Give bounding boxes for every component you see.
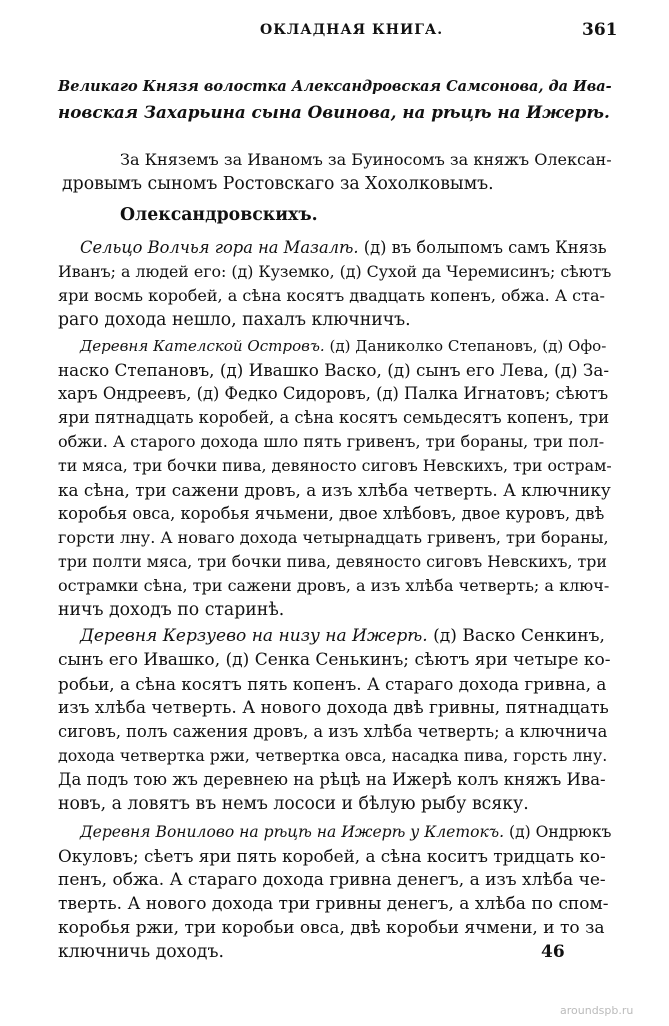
paragraph-line: сиговъ, полъ сажения дровъ, а изъ хлѣба четверть; а ключнича bbox=[58, 722, 608, 741]
paragraph-line: горсти лну. А новаго дохода четырнадцать гривенъ, три бораны, bbox=[58, 528, 609, 547]
paragraph-line: дохода четвертка ржи, четвертка овса, насадка пива, горсть лну. bbox=[58, 746, 608, 765]
running-head: ОКЛАДНАЯ КНИГА. bbox=[260, 22, 444, 38]
paragraph-line: яри пятнадцать коробей, а сѣна косятъ семьдесятъ копенъ, три bbox=[58, 408, 610, 427]
paragraph-first-line bbox=[80, 236, 607, 260]
paragraph-line: робьи, а сѣна косятъ пять копенъ. А стараго дохода гривна, а bbox=[58, 674, 607, 694]
paragraph-line: (д) Даниколко Степановъ, (д) Офо- bbox=[329, 337, 607, 355]
paragraph-title: Деревня Кателской Островъ. bbox=[80, 337, 325, 355]
paragraph-line: Окуловъ; сѣетъ яри пять коробей, а сѣна коситъ тридцать ко- bbox=[58, 846, 606, 866]
paragraph-line: изъ хлѣба четверть. А нового дохода двѣ гривны, пятнадцать bbox=[58, 698, 609, 718]
paragraph-line: коробья овса, коробья ячьмени, двое хлѣбовъ, двое куровъ, двѣ bbox=[58, 504, 605, 523]
paragraph-line: раго дохода нешло, пахалъ ключничъ. bbox=[58, 310, 411, 330]
paragraph-line: пенъ, обжа. А стараго дохода гривна денегъ, а изъ хлѣба че- bbox=[58, 870, 606, 890]
paragraph-line: ничъ доходъ по старинѣ. bbox=[58, 600, 285, 620]
owner-line: За Княземъ за Иваномъ за Буиносомъ за княжъ Олексан- bbox=[120, 150, 612, 169]
heading-line: Великаго Князя волостка Александровская Самсонова, да Ива- bbox=[58, 78, 612, 95]
paragraph-line: три полти мяса, три бочки пива, девяносто сиговъ Невскихъ, три bbox=[58, 552, 607, 571]
paragraph-line: (д) въ болыпомъ самъ Князь bbox=[363, 238, 607, 257]
page-number: 361 bbox=[582, 20, 618, 40]
paragraph-line: Иванъ; а людей его: (д) Куземко, (д) Сухой да Черемисинъ; сѣютъ bbox=[58, 262, 612, 281]
paragraph-title: Деревня Вониловo на рѣцѣ на Ижерѣ у Клетокъ. bbox=[80, 823, 505, 841]
paragraph-line: харъ Ондреевъ, (д) Федко Сидоровъ, (д) Палка Игнатовъ; сѣютъ bbox=[58, 384, 609, 403]
signature-mark: 46 bbox=[541, 942, 565, 962]
paragraph-line: тверть. А нового дохода три гривны денегъ, а хлѣба по спом- bbox=[58, 894, 609, 914]
paragraph-line: ка сѣна, три сажени дровъ, а изъ хлѣба четверть. А ключнику bbox=[58, 480, 611, 500]
paragraph-line: Да подъ тою жъ деревнею на рѣцѣ на Ижерѣ колъ княжъ Ива- bbox=[58, 770, 606, 789]
paragraph-line: сынъ его Ивашко, (д) Сенка Сенькинъ; сѣютъ яри четыре ко- bbox=[58, 650, 611, 670]
paragraph-line: ключничь доходъ. bbox=[58, 942, 224, 962]
paragraph-line: ти мяса, три бочки пива, девяносто сиговъ Невскихъ, три острам- bbox=[58, 456, 612, 475]
paragraph-first-line bbox=[80, 820, 611, 844]
paragraph-line: обжи. А старого дохода шло пять гривенъ, три бораны, три пол- bbox=[58, 432, 605, 451]
paragraph-line: коробья ржи, три коробьи овса, двѣ коробьи ячмени, и то за bbox=[58, 918, 605, 938]
paragraph-title: Сельцо Волчья гора на Мазалѣ. bbox=[80, 238, 359, 257]
watermark: aroundspb.ru bbox=[560, 1004, 634, 1017]
heading-line: новская Захарьина сына Овинова, на рѣцѣ на Ижерѣ. bbox=[58, 102, 610, 122]
paragraph-line: (д) Ондрюкъ bbox=[509, 823, 612, 841]
paragraph-line: наско Степановъ, (д) Ивашко Васко, (д) сынъ его Лева, (д) За- bbox=[58, 360, 610, 380]
paragraph-title: Деревня Керзуево на низу на Ижерѣ. bbox=[80, 626, 428, 646]
subheading: Олександровскихъ. bbox=[120, 205, 318, 225]
paragraph-line: новъ, а ловятъ въ немъ лососи и бѣлую рыбу всяку. bbox=[58, 794, 529, 814]
paragraph-line: острамки сѣна, три сажени дровъ, а изъ хлѣба четверть; а ключ- bbox=[58, 576, 610, 595]
paragraph-first-line bbox=[80, 624, 605, 648]
paragraph-first-line bbox=[80, 334, 606, 358]
paragraph-line: (д) Васко Сенкинъ, bbox=[433, 626, 605, 646]
owner-line: дровымъ сыномъ Ростовскаго за Хохолковымъ. bbox=[62, 174, 494, 194]
paragraph-line: яри восмь коробей, а сѣна косятъ двадцать копенъ, обжа. А ста- bbox=[58, 286, 605, 305]
